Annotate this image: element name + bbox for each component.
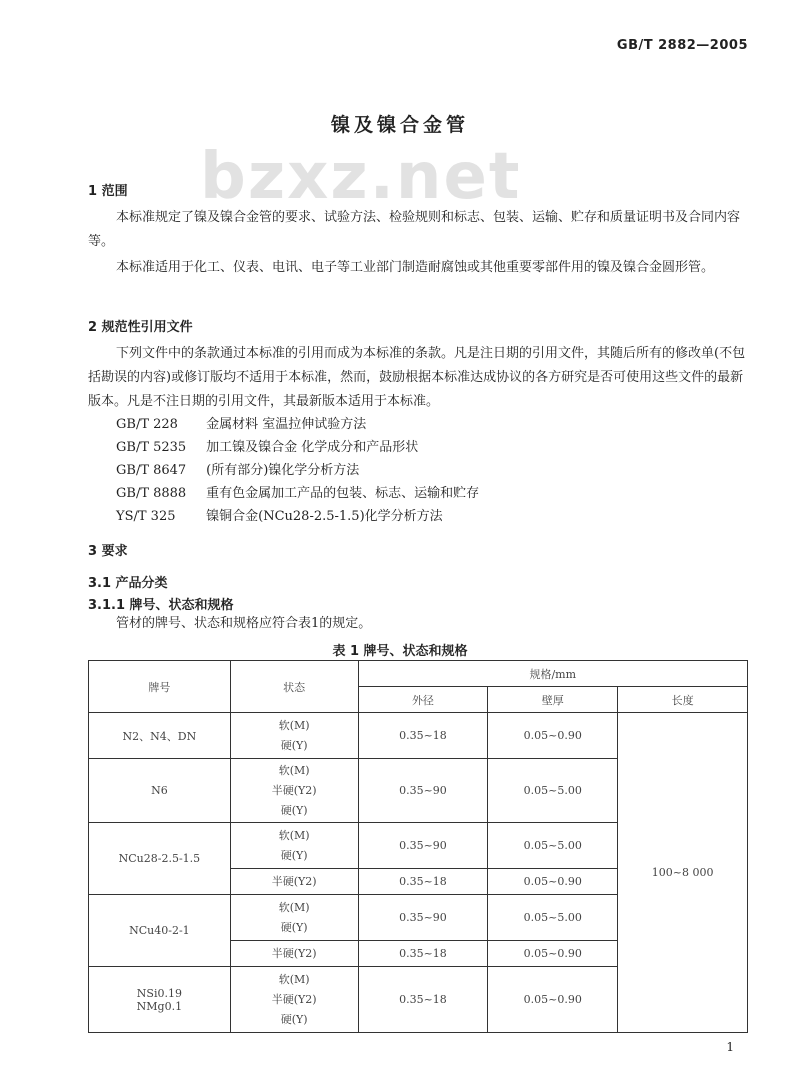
length-cell: 100~8 000 xyxy=(618,713,748,1033)
grade-line: NMg0.1 xyxy=(136,999,183,1013)
outer-diameter-cell: 0.35~18 xyxy=(358,967,488,1033)
header-state: 状态 xyxy=(230,661,358,713)
reference-code: GB/T 8647 xyxy=(116,463,187,478)
state-value: 半硬(Y2) xyxy=(271,874,317,888)
outer-diameter-cell: 0.35~18 xyxy=(358,941,488,967)
section-1-para-2: 本标准适用于化工、仪表、电讯、电子等工业部门制造耐腐蚀或其他重要零部件用的镍及镍合金圆形管。 xyxy=(116,260,715,275)
section-1-para-1: 本标准规定了镍及镍合金管的要求、试验方法、检验规则和标志、包装、运输、贮存和质量证明书及合同内容等。 xyxy=(88,210,741,249)
wall-thickness-cell: 0.05~0.90 xyxy=(488,941,618,967)
state-value: 半硬(Y2) xyxy=(271,992,317,1006)
wall-thickness-cell: 0.05~0.90 xyxy=(488,967,618,1033)
reference-item xyxy=(116,505,479,528)
reference-item xyxy=(116,413,479,436)
header-grade: 牌号 xyxy=(89,661,231,713)
reference-item xyxy=(116,459,479,482)
state-value: 软(M) xyxy=(278,763,310,777)
section-3-1-1-heading: 3.1.1 牌号、状态和规格 xyxy=(88,598,234,613)
wall-thickness-cell: 0.05~5.00 xyxy=(488,759,618,823)
grade-cell: NCu40-2-1 xyxy=(89,895,231,967)
reference-title: (所有部分)镍化学分析方法 xyxy=(206,463,360,478)
state-value: 硬(Y) xyxy=(280,920,308,934)
state-value: 硬(Y) xyxy=(280,803,308,817)
state-value: 硬(Y) xyxy=(280,848,308,862)
section-3-1-heading: 3.1 产品分类 xyxy=(88,576,168,591)
grade-line: NSi0.19 xyxy=(136,986,182,1000)
section-1-heading: 1 范围 xyxy=(88,184,128,199)
reference-title: 重有色金属加工产品的包装、标志、运输和贮存 xyxy=(206,486,480,501)
section-3-1-1-para: 管材的牌号、状态和规格应符合表1的规定。 xyxy=(116,616,372,631)
reference-code: GB/T 5235 xyxy=(116,440,187,455)
outer-diameter-cell: 0.35~90 xyxy=(358,759,488,823)
grade-cell xyxy=(89,967,231,1033)
state-cell xyxy=(230,759,358,823)
state-value: 硬(Y) xyxy=(280,1012,308,1026)
header-outer-diameter: 外径 xyxy=(358,687,488,713)
state-cell xyxy=(230,895,358,941)
section-3-heading: 3 要求 xyxy=(88,544,128,559)
reference-code: GB/T 8888 xyxy=(116,486,187,501)
wall-thickness-cell: 0.05~0.90 xyxy=(488,869,618,895)
table-caption: 表 1 牌号、状态和规格 xyxy=(332,644,468,659)
table-row xyxy=(89,713,748,759)
watermark: bzxz.net xyxy=(200,140,522,214)
standard-code: GB/T 2882—2005 xyxy=(616,38,748,53)
reference-title: 加工镍及镍合金 化学成分和产品形状 xyxy=(206,440,419,455)
page-number: 1 xyxy=(726,1040,734,1054)
state-cell xyxy=(230,713,358,759)
table-header-row xyxy=(89,661,748,687)
reference-title: 金属材料 室温拉伸试验方法 xyxy=(206,417,367,432)
header-wall-thickness: 壁厚 xyxy=(488,687,618,713)
state-cell xyxy=(230,941,358,967)
grade-cell: N6 xyxy=(89,759,231,823)
spec-table xyxy=(88,660,748,1033)
reference-list xyxy=(116,413,479,528)
reference-code: YS/T 325 xyxy=(116,509,176,524)
header-length: 长度 xyxy=(618,687,748,713)
header-spec: 规格/mm xyxy=(358,661,747,687)
state-value: 软(M) xyxy=(278,900,310,914)
state-value: 硬(Y) xyxy=(280,738,308,752)
reference-item xyxy=(116,482,479,505)
state-value: 半硬(Y2) xyxy=(271,783,317,797)
section-2-para: 下列文件中的条款通过本标准的引用而成为本标准的条款。凡是注日期的引用文件，其随后所有的修改单(不包括勘误的内容)或修订版均不适用于本标准，然而，鼓励根据本标准达成协议的各方研究是否可使用这些文件的最新版本。凡是不注日期的引用文件，其最新版本适用于本标准。 xyxy=(88,346,746,409)
grade-cell: N2、N4、DN xyxy=(89,713,231,759)
state-value: 半硬(Y2) xyxy=(271,946,317,960)
wall-thickness-cell: 0.05~5.00 xyxy=(488,895,618,941)
state-value: 软(M) xyxy=(278,972,310,986)
section-2-heading: 2 规范性引用文件 xyxy=(88,320,193,335)
state-value: 软(M) xyxy=(278,828,310,842)
reference-title: 镍铜合金(NCu28-2.5-1.5)化学分析方法 xyxy=(206,509,443,524)
state-cell xyxy=(230,823,358,869)
outer-diameter-cell: 0.35~18 xyxy=(358,869,488,895)
wall-thickness-cell: 0.05~5.00 xyxy=(488,823,618,869)
outer-diameter-cell: 0.35~90 xyxy=(358,895,488,941)
reference-item xyxy=(116,436,479,459)
state-value: 软(M) xyxy=(278,718,310,732)
state-cell xyxy=(230,869,358,895)
page-title: 镍及镍合金管 xyxy=(330,114,469,136)
outer-diameter-cell: 0.35~90 xyxy=(358,823,488,869)
outer-diameter-cell: 0.35~18 xyxy=(358,713,488,759)
wall-thickness-cell: 0.05~0.90 xyxy=(488,713,618,759)
reference-code: GB/T 228 xyxy=(116,417,178,432)
state-cell xyxy=(230,967,358,1033)
grade-cell: NCu28-2.5-1.5 xyxy=(89,823,231,895)
